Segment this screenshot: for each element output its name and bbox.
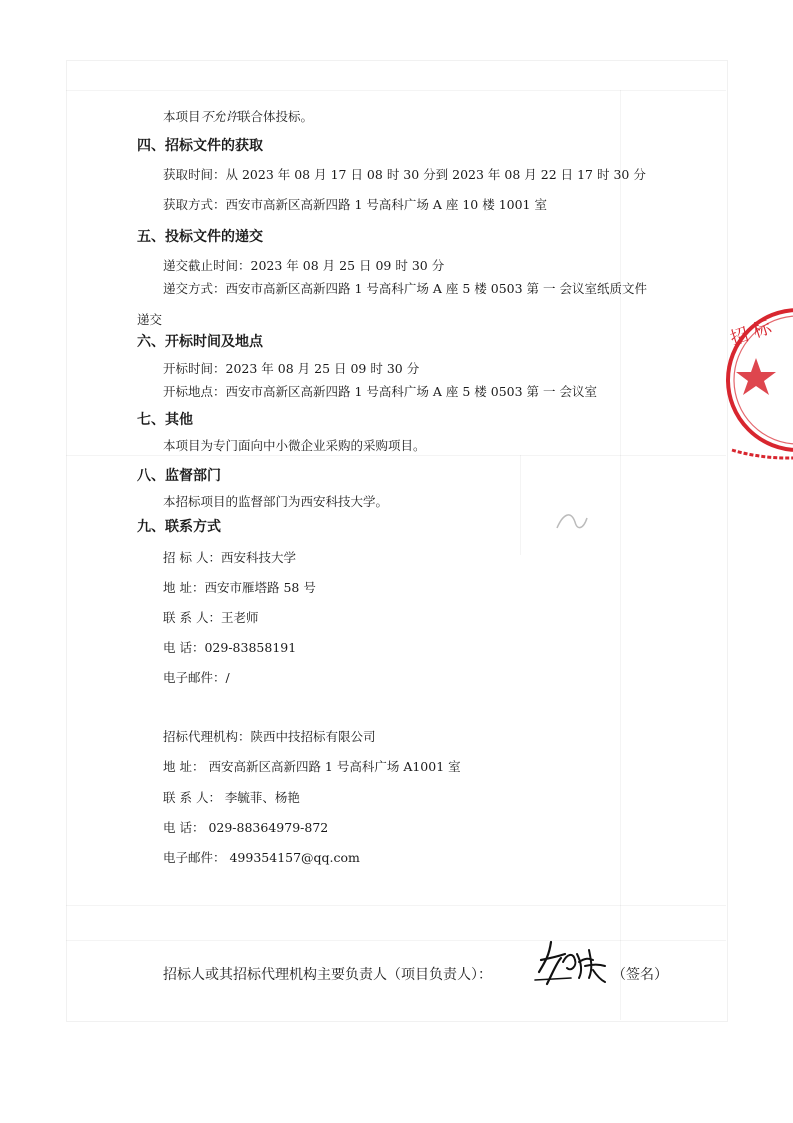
tenderer-phone: 电 话：029-83858191	[163, 640, 297, 655]
official-seal-stamp	[718, 300, 793, 460]
s4-heading: 四、招标文件的获取	[137, 138, 263, 154]
s5-method-line1: 递交方式：西安市高新区高新四路 1 号高科广场 A 座 5 楼 0503 第 一 会议室纸质文件	[163, 281, 647, 296]
s7-heading: 七、其他	[137, 412, 193, 428]
agency-address: 地 址： 西安高新区高新四路 1 号高科广场 A1001 室	[163, 759, 461, 774]
s3-text-after: 联合体投标。	[238, 109, 314, 124]
tenderer-address: 地 址：西安市雁塔路 58 号	[163, 580, 316, 595]
s6-time: 开标时间：2023 年 08 月 25 日 09 时 30 分	[163, 361, 420, 376]
s5-method-line2: 递交	[137, 312, 163, 327]
handwritten-signature	[531, 932, 611, 992]
agency-name: 招标代理机构：陕西中技招标有限公司	[163, 729, 376, 744]
tenderer-email: 电子邮件：/	[163, 670, 230, 685]
s3-text-em: 不允许	[200, 109, 239, 124]
s7-text: 本项目为专门面向中小微企业采购的采购项目。	[163, 438, 426, 453]
bleed-through-rule	[66, 905, 726, 906]
s6-heading: 六、开标时间及地点	[137, 334, 263, 350]
bleed-through-rule	[66, 940, 726, 941]
bleed-through-rule	[66, 455, 726, 456]
s5-heading: 五、投标文件的递交	[137, 229, 263, 245]
s8-heading: 八、监督部门	[137, 468, 221, 484]
tenderer-contact: 联 系 人：王老师	[163, 610, 259, 625]
bleed-through-rule	[620, 90, 621, 1020]
s6-place: 开标地点：西安市高新区高新四路 1 号高科广场 A 座 5 楼 0503 第 一 会议室	[163, 384, 597, 399]
tenderer-name: 招 标 人：西安科技大学	[163, 550, 296, 565]
s8-text: 本招标项目的监督部门为西安科技大学。	[163, 494, 389, 509]
agency-phone: 电 话： 029-88364979-872	[163, 820, 329, 835]
svg-text:招 标: 招 标	[727, 316, 775, 350]
bleed-through-rule	[66, 90, 726, 91]
agency-contact: 联 系 人： 李毓菲、杨艳	[163, 790, 300, 805]
s9-heading: 九、联系方式	[137, 519, 221, 535]
bleed-through-rule	[520, 455, 521, 555]
s3-text-before: 本项目	[163, 109, 201, 124]
s3-text	[163, 109, 313, 125]
s5-deadline: 递交截止时间：2023 年 08 月 25 日 09 时 30 分	[163, 258, 445, 273]
s4-time: 获取时间：从 2023 年 08 月 17 日 08 时 30 分到 2023 年 08 月 22 日 17 时 30 分	[163, 167, 646, 182]
signature-suffix: （签名）	[612, 967, 668, 983]
s4-method: 获取方式：西安市高新区高新四路 1 号高科广场 A 座 10 楼 1001 室	[163, 197, 547, 212]
agency-email: 电子邮件： 499354157@qq.com	[163, 850, 360, 865]
bleed-through-signature	[551, 500, 591, 540]
signature-label: 招标人或其招标代理机构主要负责人（项目负责人）：	[163, 967, 492, 983]
